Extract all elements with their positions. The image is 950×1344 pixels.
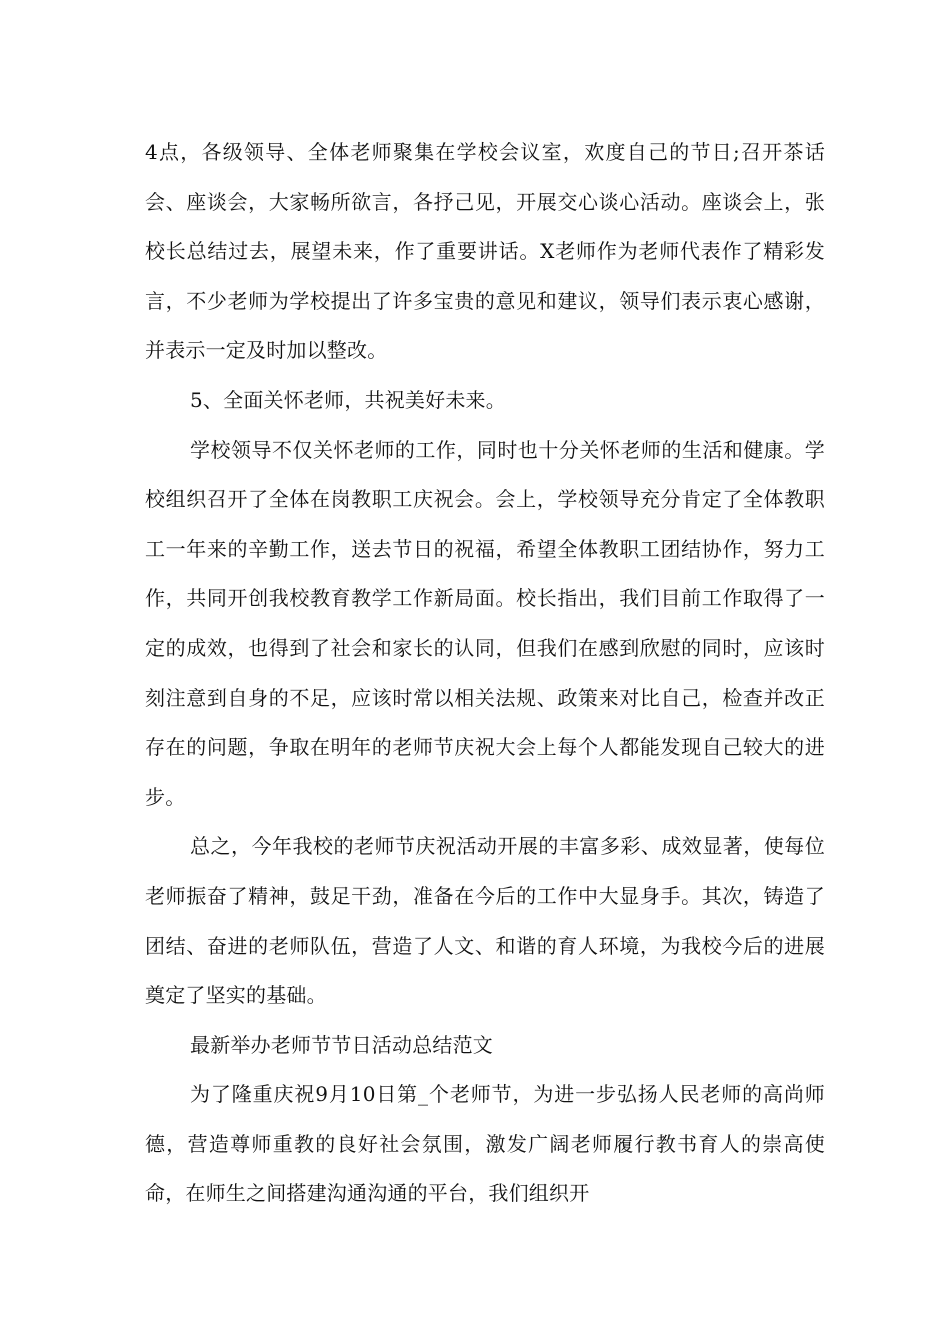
paragraph-4: 总之，今年我校的老师节庆祝活动开展的丰富多彩、成效显著，使每位老师振奋了精神，鼓足干劲，准备在今后的工作中大显身手。其次，铸造了团结、奋进的老师队伍，营造了人文、和谐的育人环境，为我校今后的进展奠定了坚实的基础。	[145, 834, 825, 1008]
paragraph-1: 4点，各级领导、全体老师聚集在学校会议室，欢度自己的节日;召开茶话会、座谈会，大家畅所欲言，各抒己见，开展交心谈心活动。座谈会上，张校长总结过去，展望未来，作了重要讲话。X老师作为老师代表作了精彩发言，不少老师为学校提出了许多宝贵的意见和建议，领导们表示衷心感谢，并表示一定及时加以整改。	[145, 140, 825, 363]
document-body	[145, 128, 825, 1219]
section-title: 最新举办老师节节日活动总结范文	[190, 1032, 493, 1057]
paragraph-3: 学校领导不仅关怀老师的工作，同时也十分关怀老师的生活和健康。学校组织召开了全体在岗教职工庆祝会。会上，学校领导充分肯定了全体教职工一年来的辛勤工作，送去节日的祝福，希望全体教职工团结协作，努力工作，共同开创我校教育教学工作新局面。校长指出，我们目前工作取得了一定的成效，也得到了社会和家长的认同，但我们在感到欣慰的同时，应该时刻注意到自身的不足，应该时常以相关法规、政策来对比自己，检查并改正存在的问题，争取在明年的老师节庆祝大会上每个人都能发现自己较大的进步。	[145, 437, 825, 809]
paragraph-2-heading: 5、全面关怀老师，共祝美好未来。	[190, 387, 506, 412]
paragraph-6: 为了隆重庆祝9月10日第_个老师节，为进一步弘扬人民老师的高尚师德，营造尊师重教的良好社会氛围，激发广阔老师履行教书育人的崇高使命，在师生之间搭建沟通沟通的平台，我们组织开	[145, 1082, 825, 1206]
